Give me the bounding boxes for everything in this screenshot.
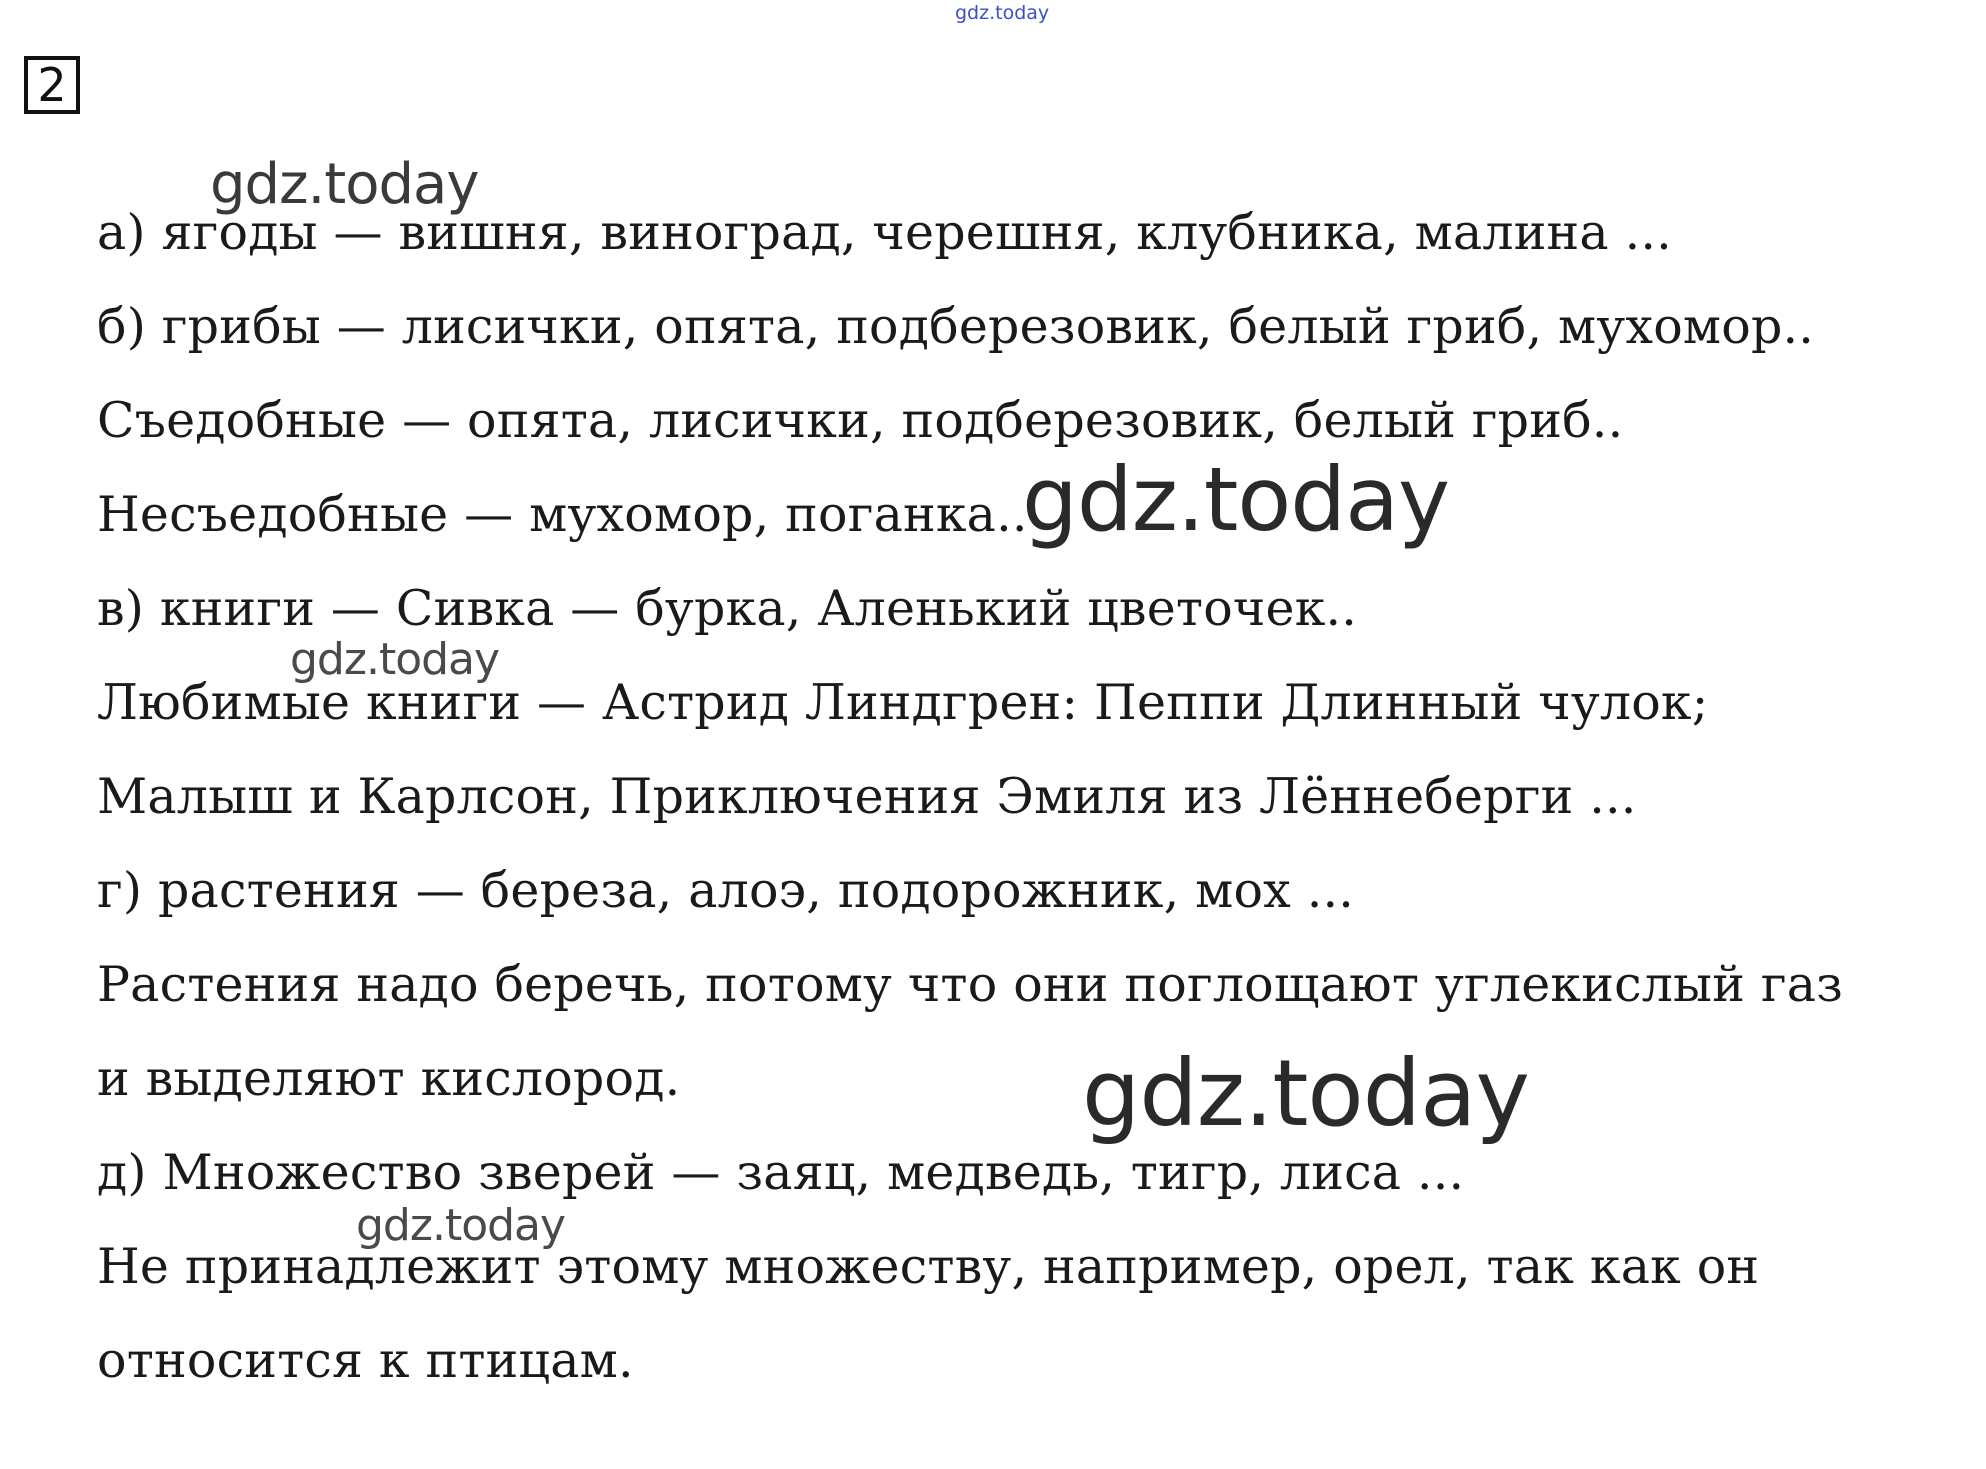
- answer-line-plants-cont: и выделяют кислород.: [97, 1050, 681, 1107]
- answer-line-not-belong-cont: относится к птицам.: [97, 1332, 634, 1389]
- answer-line-plants: Растения надо беречь, потому что они поглощают углекислый газ: [97, 956, 1844, 1013]
- watermark: gdz.today: [1022, 448, 1450, 551]
- answer-line-favorite-books: Любимые книги — Астрид Линдгрен: Пеппи Длинный чулок;: [97, 674, 1709, 731]
- answer-line-edible: Съедобные — опята, лисички, подберезовик, белый гриб..: [97, 392, 1624, 449]
- watermark: gdz.today: [210, 152, 479, 217]
- answer-line-d: д) Множество зверей — заяц, медведь, тигр, лиса ...: [97, 1144, 1465, 1201]
- site-watermark-top: gdz.today: [955, 2, 1050, 24]
- answer-line-inedible: Несъедобные — мухомор, поганка..: [97, 486, 1028, 543]
- task-number-box: 2: [24, 56, 80, 114]
- watermark: gdz.today: [1082, 1040, 1529, 1147]
- watermark: gdz.today: [290, 634, 500, 685]
- answer-line-a: а) ягоды — вишня, виноград, черешня, клубника, малина ...: [97, 204, 1672, 261]
- watermark: gdz.today: [356, 1200, 566, 1251]
- answer-line-g: г) растения — береза, алоэ, подорожник, мох ...: [97, 862, 1355, 919]
- answer-line-v: в) книги — Сивка — бурка, Аленький цветочек..: [97, 580, 1358, 637]
- answer-line-favorite-books-cont: Малыш и Карлсон, Приключения Эмиля из Лённеберги ...: [97, 768, 1637, 825]
- answer-line-not-belong: Не принадлежит этому множеству, например, орел, так как он: [97, 1238, 1760, 1295]
- answer-line-b: б) грибы — лисички, опята, подберезовик, белый гриб, мухомор..: [97, 298, 1815, 355]
